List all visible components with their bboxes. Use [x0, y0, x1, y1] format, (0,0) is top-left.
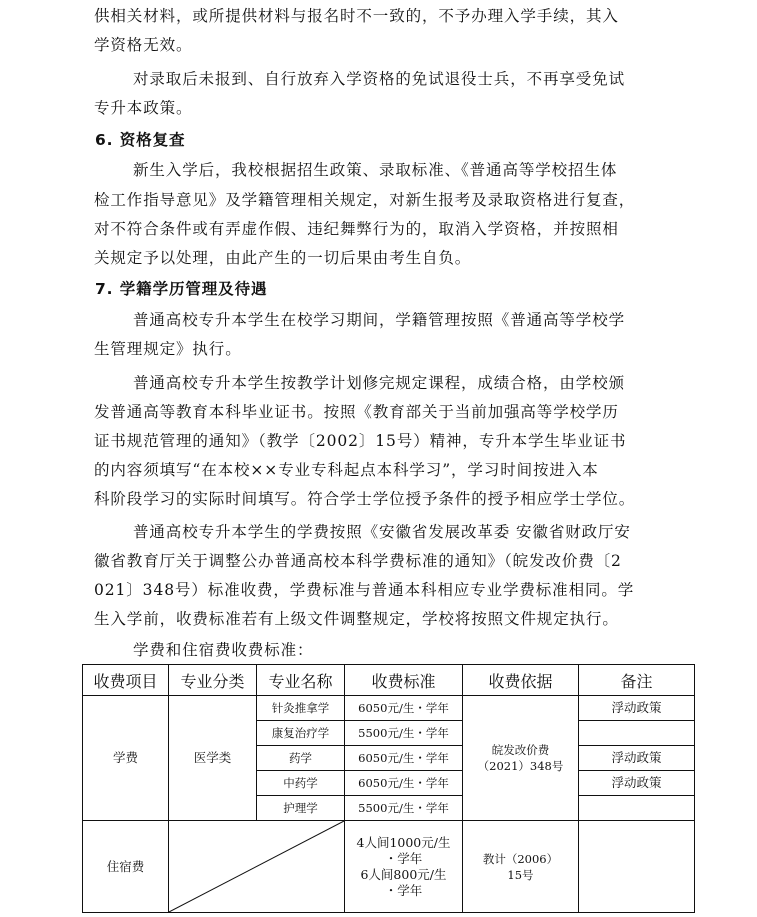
paragraph-line: 生管理规定》执行。 — [94, 340, 242, 358]
paragraph-line: 对不符合条件或有弄虚作假、违纪舞弊行为的，取消入学资格，并按照相 — [94, 220, 619, 238]
header-fee-standard: 收费标准 — [345, 665, 463, 696]
basis-line: 皖发改价费 — [491, 743, 550, 757]
paragraph-line: 检工作指导意见》及学籍管理相关规定，对新生报考及录取资格进行复查， — [94, 191, 636, 209]
major-name-cell: 药学 — [257, 746, 345, 771]
table-row-lodging — [83, 821, 695, 913]
fee-table — [82, 664, 695, 913]
lodging-item-cell: 住宿费 — [83, 821, 169, 913]
fee-standard-cell: 5500元/生・学年 — [345, 721, 463, 746]
paragraph-line: 普通高校专升本学生的学费按照《安徽省发展改革委 安徽省财政厅安 — [133, 523, 631, 541]
paragraph-line: 对录取后未报到、自行放弃入学资格的免试退役士兵，不再享受免试 — [133, 70, 626, 88]
standard-line: 6人间800元/生 — [360, 866, 447, 882]
paragraph-line: 新生入学后，我校根据招生政策、录取标准、《普通高等学校招生体 — [133, 161, 618, 179]
note-cell — [579, 796, 695, 821]
standard-line: 4人间1000元/生 — [356, 834, 451, 850]
paragraph-line: 普通高校专升本学生在校学习期间，学籍管理按照《普通高等学校学 — [133, 311, 626, 329]
fee-standard-cell: 5500元/生・学年 — [345, 796, 463, 821]
header-fee-item: 收费项目 — [83, 665, 169, 696]
table-header-row — [83, 665, 695, 696]
paragraph-line: 生入学前，收费标准若有上级文件调整规定，学校将按照文件规定执行。 — [94, 610, 619, 628]
section-heading-6: 6. 资格复查 — [95, 131, 186, 149]
diagonal-empty-cell — [169, 821, 345, 913]
paragraph-line: 科阶段学习的实际时间填写。符合学士学位授予条件的授予相应学士学位。 — [94, 490, 636, 508]
lodging-standard-cell — [345, 821, 463, 913]
paragraph-line: 关规定予以处理，由此产生的一切后果由考生自负。 — [94, 249, 472, 267]
tuition-category-cell: 医学类 — [169, 696, 257, 821]
tuition-item-cell: 学费 — [83, 696, 169, 821]
note-cell: 浮动政策 — [579, 746, 695, 771]
paragraph-line: 发普通高等教育本科毕业证书。按照《教育部关于当前加强高等学校学历 — [94, 403, 619, 421]
diagonal-line — [169, 821, 344, 912]
paragraph-line: 证书规范管理的通知》（教学〔2002〕15号）精神，专升本学生毕业证书 — [94, 432, 627, 450]
paragraph-line: 供相关材料，或所提供材料与报名时不一致的，不予办理入学手续，其入 — [94, 7, 619, 25]
basis-line: （2021）348号 — [477, 759, 564, 773]
note-cell: 浮动政策 — [579, 696, 695, 721]
paragraph-line: 学资格无效。 — [94, 36, 193, 54]
header-fee-basis: 收费依据 — [463, 665, 579, 696]
major-name-cell: 护理学 — [257, 796, 345, 821]
tuition-basis-cell — [463, 696, 579, 821]
paragraph-line: 学费和住宿费收费标准： — [133, 641, 314, 659]
note-cell: 浮动政策 — [579, 771, 695, 796]
lodging-note-cell — [579, 821, 695, 913]
fee-standard-cell: 6050元/生・学年 — [345, 696, 463, 721]
header-note: 备注 — [579, 665, 695, 696]
standard-line: ・学年 — [384, 850, 423, 866]
basis-line: 15号 — [507, 867, 534, 882]
fee-standard-cell: 6050元/生・学年 — [345, 771, 463, 796]
fee-standard-cell: 6050元/生・学年 — [345, 746, 463, 771]
section-heading-7: 7. 学籍学历管理及待遇 — [95, 280, 268, 298]
lodging-basis-cell — [463, 821, 579, 913]
major-name-cell: 中药学 — [257, 771, 345, 796]
major-name-cell: 康复治疗学 — [257, 721, 345, 746]
header-major-name: 专业名称 — [257, 665, 345, 696]
basis-line: 教计（2006） — [482, 851, 559, 866]
header-major-category: 专业分类 — [169, 665, 257, 696]
major-name-cell: 针灸推拿学 — [257, 696, 345, 721]
paragraph-line: 专升本政策。 — [94, 99, 193, 117]
paragraph-line: 021〕348号）标准收费，学费标准与普通本科相应专业学费标准相同。学 — [94, 581, 635, 599]
paragraph-line: 普通高校专升本学生按教学计划修完规定课程，成绩合格，由学校颁 — [133, 374, 626, 392]
note-cell — [579, 721, 695, 746]
table-row — [83, 696, 695, 721]
standard-line: ・学年 — [384, 882, 423, 898]
paragraph-line: 徽省教育厅关于调整公办普通高校本科学费标准的通知》（皖发改价费〔2 — [94, 552, 622, 570]
paragraph-line: 的内容须填写“在本校××专业专科起点本科学习”，学习时间按进入本 — [94, 461, 599, 479]
